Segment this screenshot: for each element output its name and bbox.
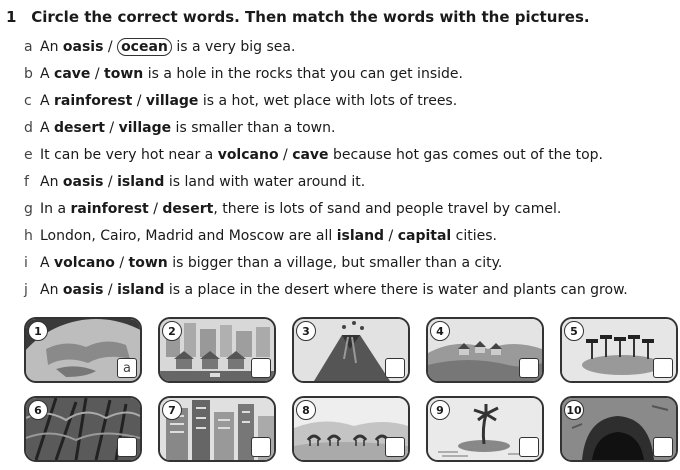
- answer-box[interactable]: [653, 358, 673, 378]
- word-option[interactable]: town: [104, 66, 144, 82]
- sentence-text: is bigger than a village, but smaller than a city.: [167, 255, 503, 271]
- sentence-letter: d: [24, 120, 33, 136]
- sentence-letter: c: [24, 93, 32, 109]
- sentence-letter: b: [24, 66, 33, 82]
- word-option[interactable]: cave: [54, 66, 91, 82]
- sentence-d: [24, 120, 335, 136]
- sentence-text: , there is lots of sand and people travel by camel.: [213, 201, 562, 217]
- word-option[interactable]: island: [117, 174, 165, 190]
- sentence-text: It can be very hot near a: [40, 147, 218, 163]
- sentence-letter: f: [24, 174, 29, 190]
- sentence-letter: a: [24, 39, 33, 55]
- word-separator: /: [278, 147, 293, 163]
- sentence-text: An: [40, 39, 63, 55]
- word-option[interactable]: volcano: [217, 147, 279, 163]
- exercise-instruction: Circle the correct words. Then match the words with the pictures.: [31, 8, 590, 26]
- picture-10-cave: [560, 396, 678, 462]
- answer-box[interactable]: [251, 358, 271, 378]
- word-separator: /: [103, 39, 118, 55]
- sentence-text: is smaller than a town.: [171, 120, 336, 136]
- sentence-text: is a hot, wet place with lots of trees.: [198, 93, 458, 109]
- sentence-b: [24, 66, 463, 82]
- picture-8-desert: [292, 396, 410, 462]
- picture-2-village: [158, 317, 276, 383]
- sentence-text: A: [40, 66, 55, 82]
- word-separator: /: [90, 66, 105, 82]
- word-separator: /: [104, 120, 119, 136]
- word-separator: /: [114, 255, 129, 271]
- sentence-g: [24, 201, 561, 217]
- sentence-text: cities.: [451, 228, 497, 244]
- sentence-text: London, Cairo, Madrid and Moscow are all: [40, 228, 337, 244]
- exercise-number: 1: [6, 8, 17, 26]
- word-option-circled[interactable]: ocean: [117, 38, 172, 56]
- sentence-text: because hot gas comes out of the top.: [328, 147, 604, 163]
- picture-number-badge: 5: [564, 321, 584, 341]
- sentence-j: [24, 282, 628, 298]
- word-separator: /: [148, 201, 163, 217]
- word-option[interactable]: island: [336, 228, 385, 244]
- sentence-letter: j: [24, 282, 28, 298]
- picture-number-badge: 6: [28, 400, 48, 420]
- answer-box[interactable]: a: [117, 358, 137, 378]
- sentence-text: is a place in the desert where there is water and plants can grow.: [164, 282, 628, 298]
- sentence-letter: g: [24, 201, 33, 217]
- picture-1-ocean: [24, 317, 142, 383]
- word-option[interactable]: village: [145, 93, 199, 109]
- exercise-heading: [6, 8, 590, 26]
- word-option[interactable]: desert: [162, 201, 214, 217]
- sentence-letter: h: [24, 228, 33, 244]
- answer-box[interactable]: [519, 358, 539, 378]
- sentence-c: [24, 93, 457, 109]
- sentence-a: [24, 39, 295, 55]
- picture-number-badge: 10: [564, 400, 584, 420]
- word-option[interactable]: rainforest: [54, 93, 133, 109]
- word-option[interactable]: village: [118, 120, 172, 136]
- sentence-text: A: [40, 255, 55, 271]
- sentence-h: [24, 228, 497, 244]
- word-option[interactable]: island: [117, 282, 165, 298]
- sentence-text: A: [40, 120, 55, 136]
- word-option[interactable]: volcano: [54, 255, 115, 271]
- picture-3-volcano: [292, 317, 410, 383]
- sentence-text: An: [40, 174, 63, 190]
- picture-number-badge: 2: [162, 321, 182, 341]
- picture-number-badge: 7: [162, 400, 182, 420]
- word-option[interactable]: oasis: [62, 39, 104, 55]
- answer-box[interactable]: [251, 437, 271, 457]
- word-option[interactable]: rainforest: [70, 201, 149, 217]
- sentence-f: [24, 174, 365, 190]
- picture-4-village-hills: [426, 317, 544, 383]
- sentence-text: In a: [40, 201, 71, 217]
- picture-9-island: [426, 396, 544, 462]
- word-option[interactable]: capital: [397, 228, 452, 244]
- word-option[interactable]: cave: [292, 147, 329, 163]
- picture-number-badge: 1: [28, 321, 48, 341]
- sentence-text: is a very big sea.: [171, 39, 296, 55]
- picture-number-badge: 4: [430, 321, 450, 341]
- sentence-i: [24, 255, 502, 271]
- sentence-text: An: [40, 282, 63, 298]
- answer-box[interactable]: [385, 437, 405, 457]
- sentence-text: is a hole in the rocks that you can get inside.: [143, 66, 463, 82]
- answer-box[interactable]: [385, 358, 405, 378]
- word-option[interactable]: desert: [54, 120, 105, 136]
- word-option[interactable]: town: [128, 255, 168, 271]
- sentence-e: [24, 147, 603, 163]
- answer-box[interactable]: [117, 437, 137, 457]
- word-separator: /: [132, 93, 146, 109]
- picture-7-city: [158, 396, 276, 462]
- word-separator: /: [384, 228, 398, 244]
- answer-box[interactable]: [519, 437, 539, 457]
- word-separator: /: [103, 282, 118, 298]
- sentence-text: A: [40, 93, 55, 109]
- picture-5-oasis: [560, 317, 678, 383]
- picture-number-badge: 8: [296, 400, 316, 420]
- picture-6-rainforest: [24, 396, 142, 462]
- word-option[interactable]: oasis: [62, 282, 104, 298]
- word-separator: /: [103, 174, 118, 190]
- sentence-letter: e: [24, 147, 33, 163]
- picture-number-badge: 9: [430, 400, 450, 420]
- picture-number-badge: 3: [296, 321, 316, 341]
- word-option[interactable]: oasis: [62, 174, 104, 190]
- sentence-text: is land with water around it.: [164, 174, 366, 190]
- answer-box[interactable]: [653, 437, 673, 457]
- sentence-letter: i: [24, 255, 28, 271]
